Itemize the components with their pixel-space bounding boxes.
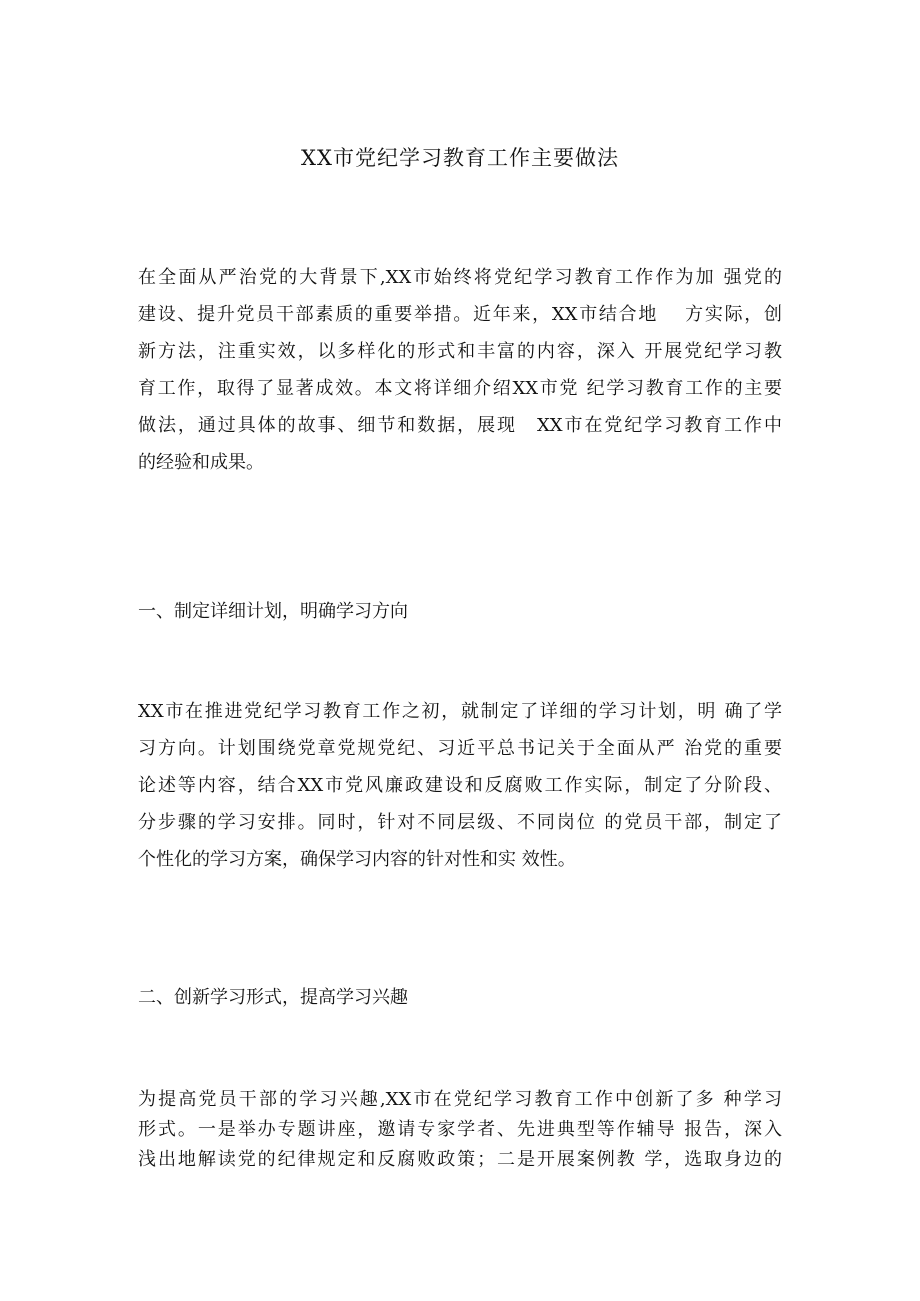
paragraph-line: 形式。一是举办专题讲座，邀请专家学者、先进典型等作辅导 报告，深入 bbox=[138, 1119, 782, 1140]
paragraph-line: 在全面从严治党的大背景下,XX市始终将党纪学习教育工作作为加 强党的 bbox=[138, 267, 782, 288]
section-paragraph bbox=[138, 693, 782, 878]
paragraph-line: 新方法，注重实效，以多样化的形式和丰富的内容，深入 开展党纪学习教 bbox=[138, 341, 782, 362]
paragraph-line: XX市在推进党纪学习教育工作之初，就制定了详细的学习计划，明 确了学 bbox=[138, 701, 782, 722]
paragraph-line: 做法，通过具体的故事、细节和数据，展现 XX市在党纪学习教育工作中 bbox=[138, 415, 782, 436]
paragraph-line: 的经验和成果。 bbox=[138, 452, 264, 473]
section-heading: 一、制定详细计划，明确学习方向 bbox=[138, 601, 408, 622]
paragraph-line: 论述等内容，结合XX市党风廉政建设和反腐败工作实际，制定了分阶段、 bbox=[138, 775, 782, 796]
paragraph-line: 建设、提升党员干部素质的重要举措。近年来，XX市结合地 方实际，创 bbox=[138, 304, 782, 325]
paragraph-line: 分步骤的学习安排。同时，针对不同层级、不同岗位 的党员干部，制定了 bbox=[138, 812, 782, 833]
paragraph-line: 个性化的学习方案，确保学习内容的针对性和实 效性。 bbox=[138, 849, 576, 870]
section-heading: 二、创新学习形式，提高学习兴趣 bbox=[138, 987, 408, 1008]
paragraph-line: 浅出地解读党的纪律规定和反腐败政策；二是开展案例教 学，选取身边的 bbox=[138, 1149, 782, 1170]
document-title: XX市党纪学习教育工作主要做法 bbox=[301, 146, 619, 170]
section-paragraph bbox=[138, 1085, 782, 1175]
paragraph-line: 习方向。计划围绕党章党规党纪、习近平总书记关于全面从严 治党的重要 bbox=[138, 738, 782, 759]
intro-paragraph bbox=[138, 259, 782, 481]
paragraph-line: 为提高党员干部的学习兴趣,XX市在党纪学习教育工作中创新了多 种学习 bbox=[138, 1089, 782, 1110]
paragraph-line: 育工作，取得了显著成效。本文将详细介绍XX市党 纪学习教育工作的主要 bbox=[138, 378, 782, 399]
